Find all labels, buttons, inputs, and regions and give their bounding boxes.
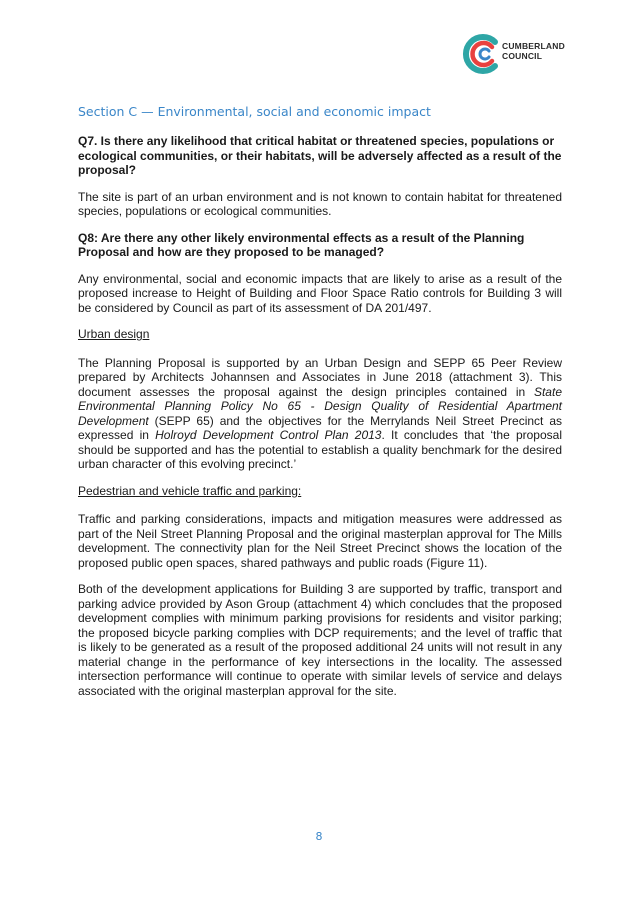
logo-line-1: CUMBERLAND	[502, 41, 565, 51]
question-q8: Q8: Are there any other likely environmental effects as a result of the Planning Proposal and how are they proposed to be managed?	[78, 230, 525, 259]
sepp65-title: State Environmental Planning Policy No 65 - Design Quality of Residential Apartment Development	[78, 384, 562, 428]
urban-design-text-3: . It concludes that ‘the proposal should be supported and has the potential to establish a quality benchmark for the desired urban character of this evolving precinct.’	[78, 428, 562, 471]
cumberland-council-logo	[462, 30, 582, 78]
logo-line-2: COUNCIL	[502, 51, 543, 61]
page-number: 8	[315, 830, 323, 843]
document-body	[78, 104, 562, 710]
answer-q8: Any environmental, social and economic impacts that are likely to arise as a result of the proposed increase to Height of Building and Floor Space Ratio controls for Building 3 will be considered by Council as part of its assessment of DA 201/497.	[78, 271, 562, 315]
traffic-heading: Pedestrian and vehicle traffic and parking:	[78, 483, 302, 498]
council-logo-icon	[462, 30, 502, 78]
urban-design-paragraph	[78, 356, 562, 472]
urban-design-text-1: The Planning Proposal is supported by an Urban Design and SEPP 65 Peer Review prepared by Architects Johannsen and Associates in June 2018 (attachment 3). This document assesses the proposal against the design principles contained in	[78, 355, 562, 399]
holroyd-dcp-title: Holroyd Development Control Plan 2013	[155, 428, 382, 442]
urban-design-text-2: (SEPP 65) and the objectives for the Merrylands Neil Street Precinct as expressed in	[78, 413, 562, 442]
urban-design-heading: Urban design	[78, 327, 150, 341]
traffic-paragraph-1: Traffic and parking considerations, impacts and mitigation measures were addressed as part of the Neil Street Planning Proposal and the original masterplan approval for The Mills development. The connectivity plan for the Neil Street Precinct shows the location of the proposed public open spaces, shared pathways and public roads (Figure 11).	[78, 512, 562, 570]
logo-wordmark	[502, 41, 565, 61]
traffic-paragraph-2: Both of the development applications for Building 3 are supported by traffic, transport and parking advice provided by Ason Group (attachment 4) which concludes that the proposed development complies with minimum parking provisions for residents and visitor parking; the proposed bicycle parking complies with DCP requirements; and the level of traffic that is likely to be generated as a result of the proposed additional 24 units will not result in any material change in the performance of key intersections in the locality. The assessed intersection performance will continue to operate with similar levels of service and delays associated with the original masterplan approval for the site.	[78, 582, 562, 698]
question-q7: Q7. Is there any likelihood that critical habitat or threatened species, populations or ecological communities, or their habitats, will be adversely affected as a result of the proposal?	[78, 134, 562, 177]
section-heading: Section C — Environmental, social and economic impact	[78, 104, 431, 119]
answer-q7: The site is part of an urban environment and is not known to contain habitat for threatened species, populations or ecological communities.	[78, 189, 562, 218]
